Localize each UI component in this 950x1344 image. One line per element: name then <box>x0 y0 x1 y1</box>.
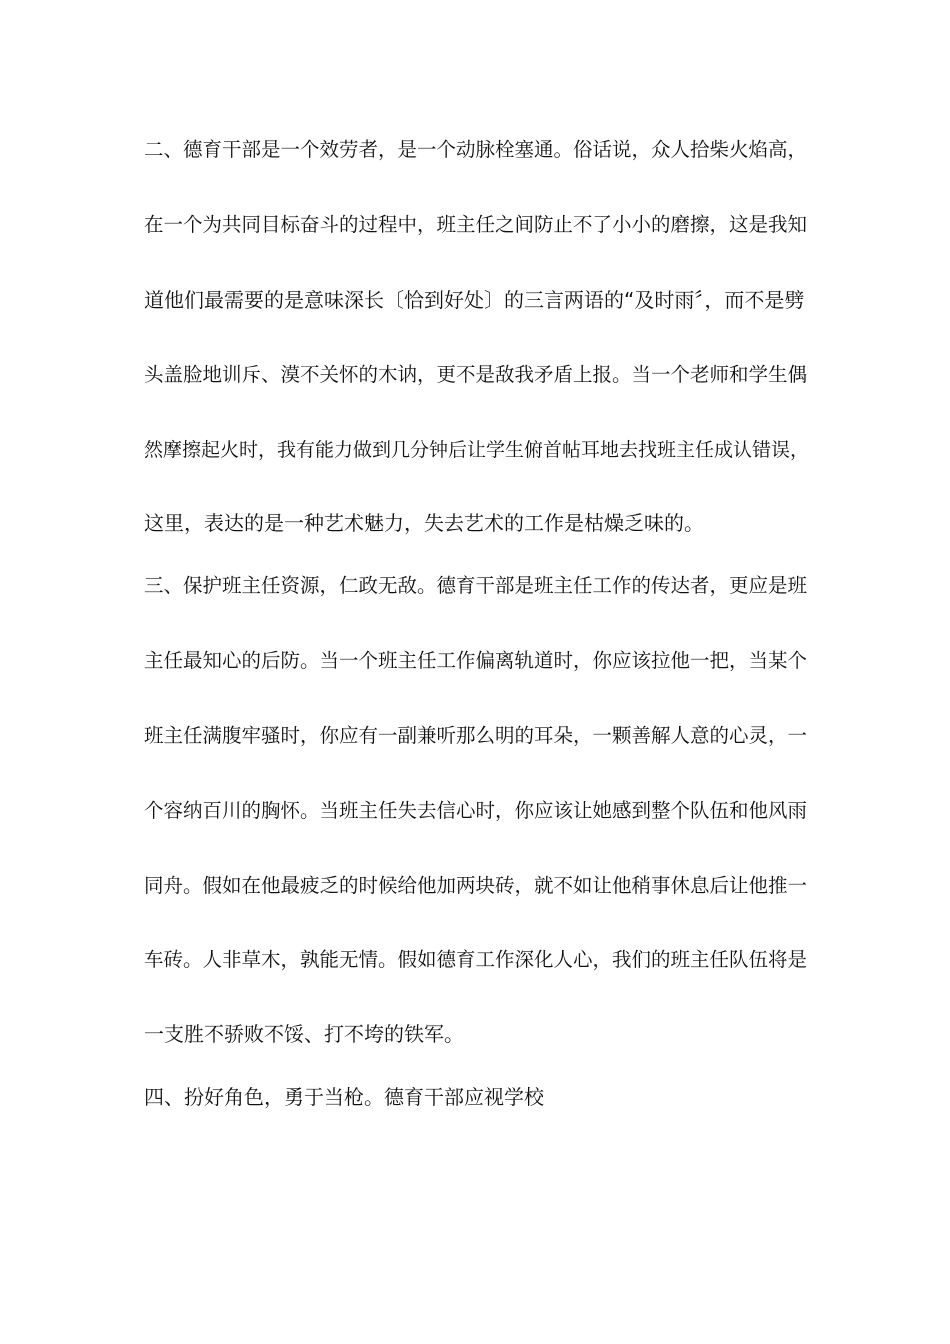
text-line: 班主任满腹牢骚时，你应有一副兼听那么明的耳朵，一颗善解人意的心灵，一 <box>144 724 808 747</box>
text-line: 车砖。人非草木，孰能无情。假如德育工作深化人心，我们的班主任队伍将是 <box>144 948 808 971</box>
text-line: 同舟。假如在他最疲乏的时候给他加两块砖，就不如让他稍事休息后让他推一 <box>144 874 808 897</box>
text-line: 个容纳百川的胸怀。当班主任失去信心时，你应该让她感到整个队伍和他风雨 <box>144 799 808 822</box>
text-line: 四、扮好角色，勇于当枪。德育干部应视学校 <box>144 1085 544 1109</box>
text-line: 在一个为共同目标奋斗的过程中，班主任之间防止不了小小的磨擦，这是我知 <box>144 213 808 236</box>
text-line: 道他们最需要的是意味深长〔恰到好处〕的三言两语的“及时雨〞，而不是劈 <box>144 288 805 312</box>
text-line: 主任最知心的后防。当一个班主任工作偏离轨道时，你应该拉他一把，当某个 <box>144 649 808 672</box>
text-line: 三、保护班主任资源，仁政无敌。德育干部是班主任工作的传达者，更应是班 <box>144 574 808 597</box>
text-line: 一支胜不骄败不馁、打不垮的铁军。 <box>144 1022 464 1046</box>
text-line: 二、德育干部是一个效劳者，是一个动脉栓塞通。俗话说，众人拾柴火焰高， <box>144 138 808 161</box>
text-line: 头盖脸地训斥、漠不关怀的木讷，更不是敌我矛盾上报。当一个老师和学生偶 <box>144 363 808 386</box>
text-line: 然摩擦起火时，我有能力做到几分钟后让学生俯首帖耳地去找班主任成认错误， <box>144 439 810 461</box>
text-line: 这里，表达的是一种艺术魅力，失去艺术的工作是枯燥乏味的。 <box>144 511 704 535</box>
